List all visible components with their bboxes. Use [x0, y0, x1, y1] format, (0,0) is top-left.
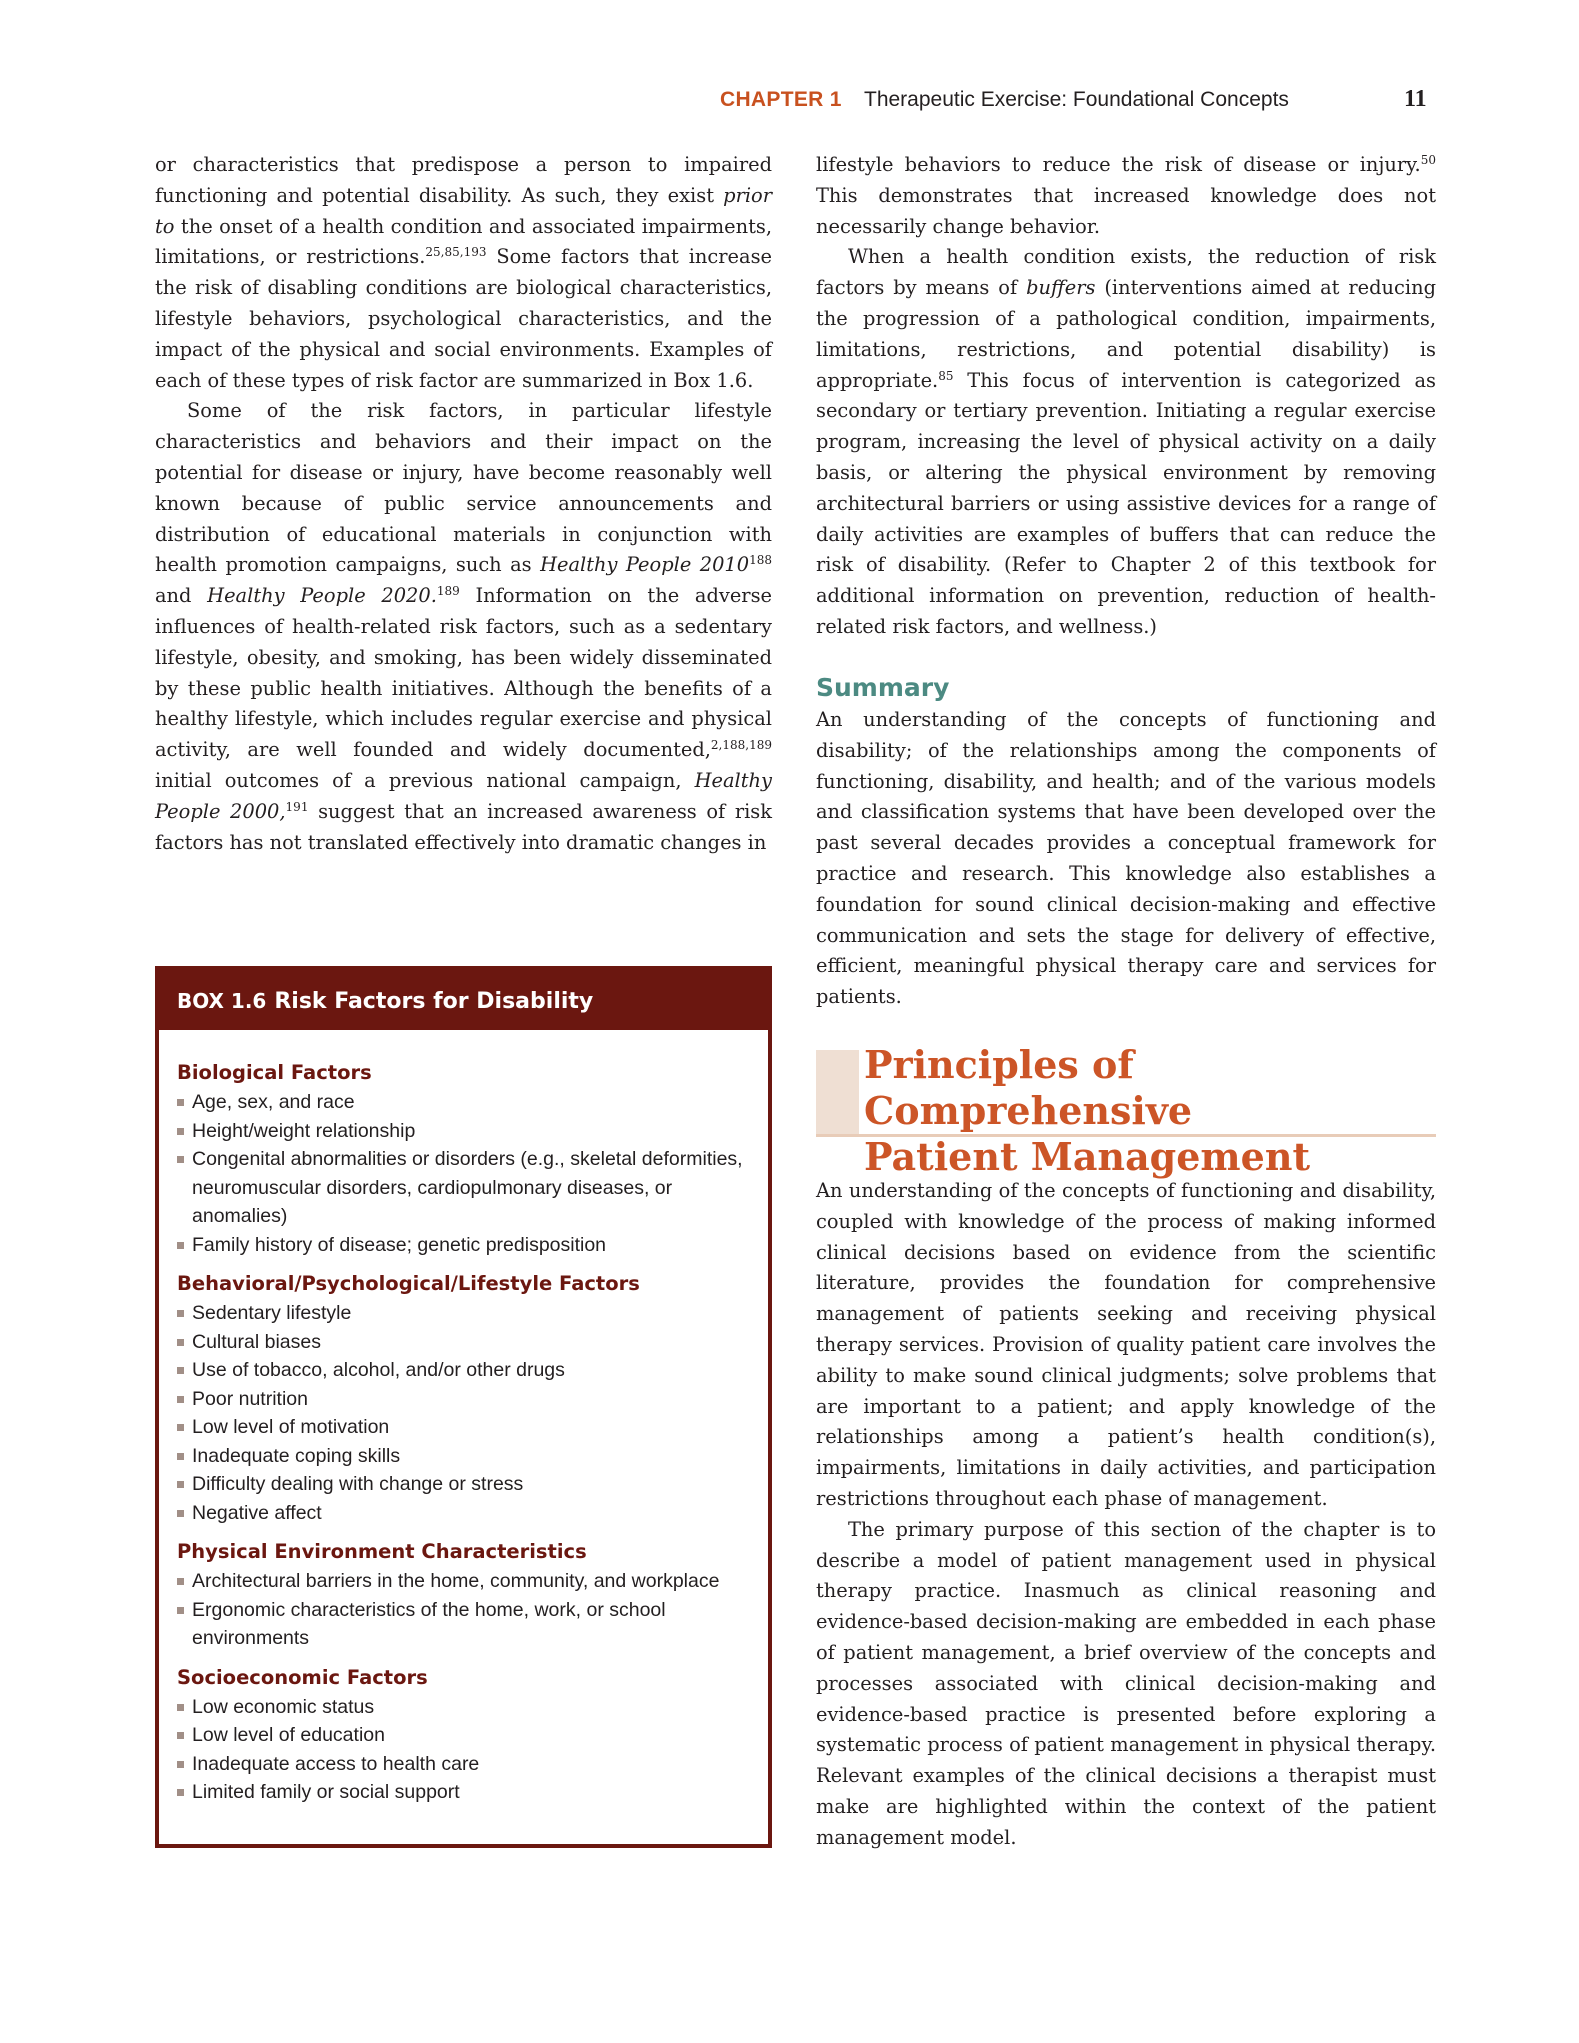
summary-text — [816, 705, 1436, 1013]
summary-heading: Summary — [816, 673, 950, 702]
list-item-text: Age, sex, and race — [192, 1091, 355, 1113]
list-item — [177, 1299, 750, 1328]
list-item-text: Low level of education — [192, 1724, 385, 1746]
list-item-text: Congenital abnormalities or disorders (e.g., skeletal deformities, neuromuscular disorders, cardiopulmonary diseases, or anomalies) — [192, 1148, 743, 1227]
box-section-heading: Physical Environment Characteristics — [177, 1540, 587, 1563]
risk-factors-box — [155, 966, 772, 1848]
list-item-text: Inadequate access to health care — [192, 1752, 480, 1775]
list-item-text: Use of tobacco, alcohol, and/or other drugs — [192, 1359, 565, 1381]
chapter-label: CHAPTER 1 — [720, 88, 842, 111]
square-bullet-icon — [177, 1367, 184, 1374]
section-body — [816, 1176, 1436, 1854]
list-item — [177, 1356, 750, 1385]
list-item-text: Poor nutrition — [192, 1387, 308, 1410]
list-item — [177, 1596, 750, 1653]
list-item — [177, 1231, 750, 1260]
list-item — [177, 1088, 750, 1117]
list-item-text: Architectural barriers in the home, community, and workplace — [192, 1570, 720, 1592]
paragraph: Some of the risk factors, in particular lifestyle characteristics and behaviors and their impact on the potential for disease or injury, have become reasonably well known because of public service announcements and distribution of educational materials in conjunction with health promotion campaigns, such as Healthy People 2010$^{188}$ and Healthy People 2020.$^{189}$ Information on the adverse influences of health-related risk factors, such as a sedentary lifestyle, obesity, and smoking, has been widely disseminated by these public health initiatives. Although the benefits of a healthy lifestyle, which includes regular exercise and physical activity, are well founded and widely documented,$^{2,188,189}$ initial outcomes of a previous national campaign, Healthy People 2000,$^{191}$ suggest that an increased awareness of risk factors has not translated effectively into dramatic changes in — [155, 399, 772, 854]
list-item — [177, 1721, 750, 1750]
list-item — [177, 1693, 750, 1722]
paragraph: When a health condition exists, the reduction of risk factors by means of buffers (interventions aimed at reducing the progression of a pathological condition, impairments, limitations, restrictions, and potential disability) is appropriate.$^{85}$ This focus of intervention is categorized as secondary or tertiary prevention. Initiating a regular exercise program, increasing the level of physical activity on a daily basis, or altering the physical environment by removing architectural barriers or using assistive devices for a range of daily activities are examples of buffers that can reduce the risk of disability. (Refer to Chapter 2 of this textbook for additional information on prevention, reduction of health-related risk factors, and wellness.) — [816, 245, 1436, 638]
square-bullet-icon — [177, 1578, 184, 1585]
box-body — [159, 1030, 768, 1807]
list-item — [177, 1499, 750, 1528]
square-bullet-icon — [177, 1481, 184, 1488]
square-bullet-icon — [177, 1310, 184, 1317]
section-title: Principles of Comprehensive Patient Management — [864, 1042, 1310, 1179]
box-section-heading: Behavioral/Psychological/Lifestyle Factors — [177, 1272, 640, 1295]
section-heading — [816, 1042, 1436, 1179]
square-bullet-icon — [177, 1510, 184, 1517]
box-section-list — [177, 1088, 750, 1259]
square-bullet-icon — [177, 1396, 184, 1403]
list-item-text: Low level of motivation — [192, 1416, 390, 1438]
paragraph: lifestyle behaviors to reduce the risk of disease or injury.$^{50}$ This demonstrates that increased knowledge does not necessarily change behavior. — [816, 153, 1436, 238]
square-bullet-icon — [177, 1704, 184, 1711]
list-item — [177, 1328, 750, 1357]
square-bullet-icon — [177, 1424, 184, 1431]
list-item — [177, 1750, 750, 1779]
square-bullet-icon — [177, 1339, 184, 1346]
square-bullet-icon — [177, 1242, 184, 1249]
chapter-title: Therapeutic Exercise: Foundational Concepts — [864, 88, 1289, 111]
box-title: Risk Factors for Disability — [274, 989, 594, 1014]
square-bullet-icon — [177, 1761, 184, 1768]
list-item-text: Limited family or social support — [192, 1781, 460, 1803]
square-bullet-icon — [177, 1607, 184, 1614]
list-item — [177, 1117, 750, 1146]
box-section-list — [177, 1299, 750, 1527]
square-bullet-icon — [177, 1732, 184, 1739]
paragraph: The primary purpose of this section of the chapter is to describe a model of patient management used in physical therapy practice. Inasmuch as clinical reasoning and evidence-based decision-making are embedded in each phase of patient management, a brief overview of the concepts and processes associated with clinical decision-making and evidence-based practice is presented before exploring a systematic process of patient management in physical therapy. Relevant examples of the clinical decisions a therapist must make are highlighted within the context of the patient management model. — [816, 1517, 1436, 1849]
list-item-text: Inadequate coping skills — [192, 1444, 401, 1467]
heading-accent-bar — [816, 1050, 859, 1134]
paragraph: or characteristics that predispose a person to impaired functioning and potential disability. As such, they exist prior to the onset of a health condition and associated impairments, limitations, or restrictions.$^{25,85,193}$ Some factors that increase the risk of disabling conditions are biological characteristics, lifestyle behaviors, psychological characteristics, and the impact of the physical and social environments. Examples of each of these types of risk factor are summarized in Box 1.6. — [155, 153, 772, 392]
left-column — [155, 150, 772, 858]
list-item-text: Height/weight relationship — [192, 1119, 416, 1142]
list-item — [177, 1145, 750, 1231]
running-header — [0, 88, 1579, 118]
square-bullet-icon — [177, 1099, 184, 1106]
list-item — [177, 1413, 750, 1442]
list-item — [177, 1778, 750, 1807]
box-section-list — [177, 1567, 750, 1653]
box-section-list — [177, 1693, 750, 1807]
list-item — [177, 1470, 750, 1499]
list-item-text: Sedentary lifestyle — [192, 1302, 352, 1324]
list-item-text: Cultural biases — [192, 1330, 321, 1353]
box-label: BOX 1.6 — [177, 989, 267, 1013]
box-header — [159, 970, 768, 1030]
list-item — [177, 1442, 750, 1471]
list-item-text: Ergonomic characteristics of the home, work, or school environments — [192, 1598, 666, 1649]
list-item-text: Difficulty dealing with change or stress — [192, 1473, 524, 1495]
box-section-heading: Socioeconomic Factors — [177, 1665, 428, 1689]
paragraph: An understanding of the concepts of functioning and disability, coupled with knowledge of the process of making informed clinical decisions based on evidence from the scientific literature, provides the foundation for comprehensive management of patients seeking and receiving physical therapy services. Provision of quality patient care involves the ability to make sound clinical judgments; solve problems that are important to a patient; and apply knowledge of the relationships among a patient’s health condition(s), impairments, limitations in daily activities, and participation restrictions throughout each phase of management. — [816, 1179, 1436, 1510]
paragraph: An understanding of the concepts of functioning and disability; of the relationships among the components of functioning, disability, and health; and of the various models and classification systems that have been developed over the past several decades provides a conceptual framework for practice and research. This knowledge also establishes a foundation for sound clinical decision-making and effective communication and sets the stage for delivery of effective, efficient, meaningful physical therapy care and services for patients. — [816, 708, 1436, 1009]
square-bullet-icon — [177, 1156, 184, 1163]
right-column-top — [816, 150, 1436, 643]
square-bullet-icon — [177, 1789, 184, 1796]
box-section-heading: Biological Factors — [177, 1061, 372, 1084]
list-item — [177, 1567, 750, 1596]
list-item — [177, 1385, 750, 1414]
list-item-text: Negative affect — [192, 1501, 322, 1524]
square-bullet-icon — [177, 1128, 184, 1135]
list-item-text: Low economic status — [192, 1695, 375, 1718]
page-number: 11 — [1404, 86, 1427, 112]
square-bullet-icon — [177, 1453, 184, 1460]
list-item-text: Family history of disease; genetic predisposition — [192, 1233, 607, 1256]
